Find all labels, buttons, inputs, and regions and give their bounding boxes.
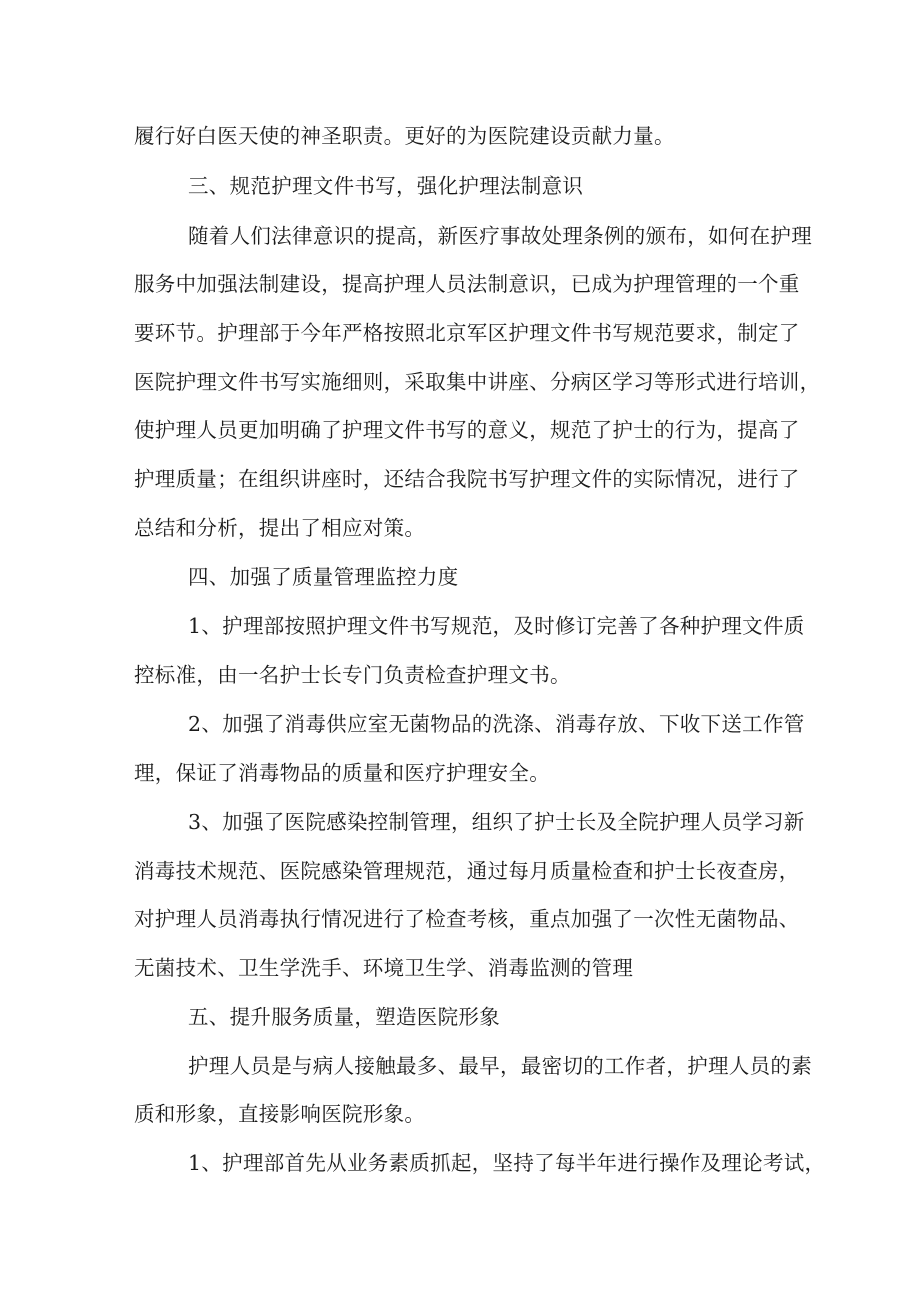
text-line: 要环节。护理部于今年严格按照北京军区护理文件书写规范要求，制定了	[134, 321, 800, 345]
text-line: 无菌技术、卫生学洗手、环境卫生学、消毒监测的管理	[134, 956, 634, 980]
text-line: 质和形象，直接影响医院形象。	[134, 1102, 426, 1126]
section-heading: 四、加强了质量管理监控力度	[188, 565, 459, 589]
text-line: 1、护理部首先从业务素质抓起，坚持了每半年进行操作及理论考试，	[188, 1151, 826, 1175]
text-line: 履行好白医天使的神圣职责。更好的为医院建设贡献力量。	[134, 124, 675, 148]
section-heading: 五、提升服务质量，塑造医院形象	[188, 1005, 500, 1029]
section-heading: 三、规范护理文件书写，强化护理法制意识	[188, 174, 584, 198]
text-line: 使护理人员更加明确了护理文件书写的意义，规范了护士的行为，提高了	[134, 418, 800, 442]
text-line: 服务中加强法制建设，提高护理人员法制意识，已成为护理管理的一个重	[134, 272, 800, 296]
text-line: 护理人员是与病人接触最多、最早，最密切的工作者，护理人员的素	[188, 1054, 812, 1078]
text-line: 对护理人员消毒执行情况进行了检查考核，重点加强了一次性无菌物品、	[134, 907, 800, 931]
text-line: 2、加强了消毒供应室无菌物品的洗涤、消毒存放、下收下送工作管	[188, 712, 805, 736]
text-line: 随着人们法律意识的提高，新医疗事故处理条例的颁布，如何在护理	[188, 224, 812, 248]
text-line: 护理质量；在组织讲座时，还结合我院书写护理文件的实际情况，进行了	[134, 467, 800, 491]
text-line: 1、护理部按照护理文件书写规范，及时修订完善了各种护理文件质	[188, 614, 805, 638]
text-line: 消毒技术规范、医院感染管理规范，通过每月质量检查和护士长夜查房，	[134, 859, 800, 883]
text-line: 3、加强了医院感染控制管理，组织了护士长及全院护理人员学习新	[188, 810, 805, 834]
text-line: 总结和分析，提出了相应对策。	[134, 516, 426, 540]
text-line: 控标准，由一名护士长专门负责检查护理文书。	[134, 663, 571, 687]
text-line: 医院护理文件书写实施细则，采取集中讲座、分病区学习等形式进行培训，	[134, 370, 821, 394]
text-line: 理，保证了消毒物品的质量和医疗护理安全。	[134, 761, 550, 785]
